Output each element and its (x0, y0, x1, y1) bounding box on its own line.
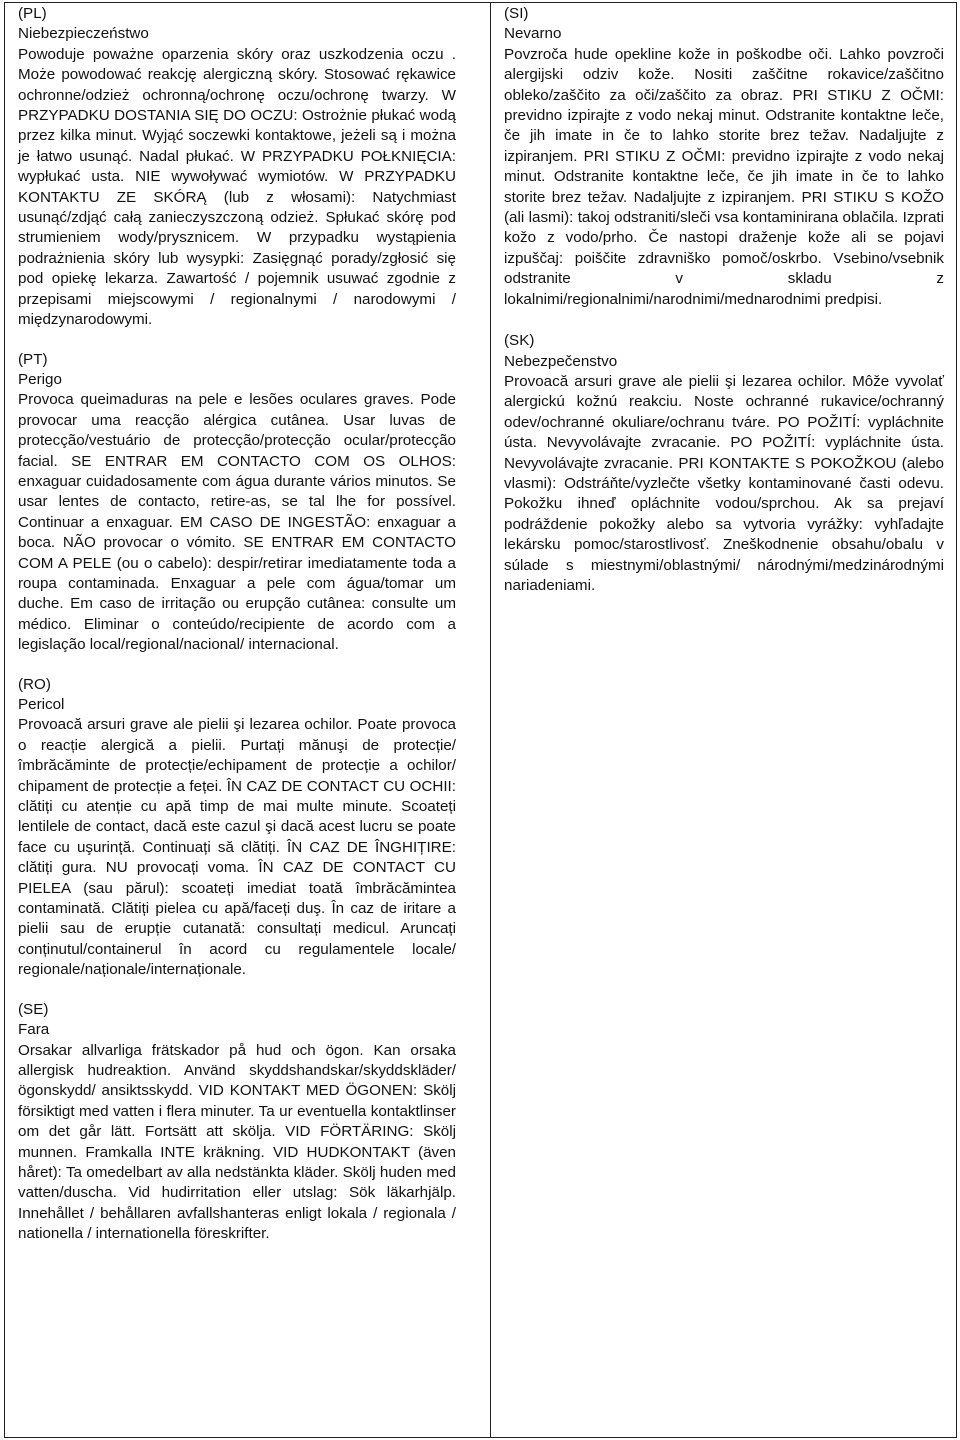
signal-word: Perigo (18, 370, 62, 388)
section-pl (18, 4, 456, 331)
hazard-text: Provoacă arsuri grave ale pielii şi lezarea ochilor. Môže vyvolať alergickú kožnú reakciu. Noste ochranné rukavice/ochranný odev/ochranné okuliare/ochranu tváre. PO POŽITÍ: vypláchnite ústa. Nevyvolávajte zvracanie. PO POŽITÍ: vypláchnite ústa. Nevyvolávajte zvracanie. PRI KONTAKTE S POKOŽKOU (alebo vlasmi): Odstráňte/vyzlečte všetky kontaminované časti odevu. Pokožku ihneď opláchnite vodou/sprchou. Ak sa prejaví podráždenie pokožky alebo sa vytvoria vyrážky: vyhľadajte lekársku pomoc/starostlivosť. Zneškodnenie obsahu/obalu v súlade s miestnymi/oblastnými/ národnými/medzinárodnými nariadeniami. (504, 372, 944, 594)
section-se (18, 1000, 456, 1245)
right-column (504, 4, 944, 596)
language-code: (SE) (18, 1000, 49, 1018)
hazard-text: Provoca queimaduras na pele e lesões oculares graves. Pode provocar uma reacção alérgica cutânea. Usar luvas de protecção/vestuário de protecção/protecção ocular/protecção facial. SE ENTRAR EM CONTACTO COM OS OLHOS: enxaguar cuidadosamente com água durante vários minutos. Se usar lentes de contacto, retire-as, se tal lhe for possível. Continuar a enxaguar. EM CASO DE INGESTÃO: enxaguar a boca. NÃO provocar o vómito. SE ENTRAR EM CONTACTO COM A PELE (ou o cabelo): despir/retirar imediatamente toda a roupa contaminada. Enxaguar a pele com água/tomar um duche. Em caso de irritação ou erupção cutânea: consulte um médico. Eliminar o conteúdo/recipiente de acordo com a legislação local/regional/nacional/ internacional. (18, 391, 456, 654)
language-code: (SI) (504, 5, 529, 22)
hazard-text: Provoacă arsuri grave ale pielii şi lezarea ochilor. Poate provoca o reacție alergică a pielii. Purtați mănuşi de protecție/îmbrăcăminte de protecție/echipament de protecție a ochilor/ chipament de protecție a feței. ÎN CAZ DE CONTACT CU OCHII: clătiți cu atenție cu apă timp de mai multe minute. Scoateți lentilele de contact, dacă este cazul şi dacă acest lucru se poate face cu uşurință. Continuați să clătiți. ÎN CAZ DE ÎNGHIȚIRE: clătiți gura. NU provocați voma. ÎN CAZ DE CONTACT CU PIELEA (sau părul): scoateți imediat toată îmbrăcămintea contaminată. Clătiți pielea cu apă/faceți duş. În caz de iritare a pielii sau de erupție cutanată: consultați medicul. Aruncați conținutul/containerul în acord cu regulamentele locale/ regionale/naționale/internaționale. (18, 716, 456, 979)
hazard-text: Orsakar allvarliga frätskador på hud och ögon. Kan orsaka allergisk hudreaktion. Använd skyddshandskar/skyddskläder/ögonskydd/ ansiktsskydd. VID KONTAKT MED ÖGONEN: Skölj försiktigt med vatten i flera minuter. Ta ur eventuella kontaktlinser om det går lätt. Fortsätt att skölja. VID FÖRTÄRING: Skölj munnen. Framkalla INTE kräkning. VID HUDKONTAKT (även håret): Ta omedelbart av alla nedstänkta kläder. Skölj huden med vatten/duscha. Vid hudirritation eller utslag: Sök läkarhjälp. Innehållet / behållaren avfallshanteras enligt lokala / regionala / nationella / internationella föreskrifter. (18, 1041, 456, 1243)
signal-word: Nebezpečenstvo (504, 352, 618, 370)
hazard-text: Powoduje poważne oparzenia skóry oraz uszkodzenia oczu . Może powodować reakcję alergiczną skóry. Stosować rękawice ochronne/odzież ochronną/ochronę oczu/ochronę twarzy. W PRZYPADKU DOSTANIA SIĘ DO OCZU: Ostrożnie płukać wodą przez kilka minut. Wyjąć soczewki kontaktowe, jeżeli są i można je łatwo usunąć. Nadal płukać. W PRZYPADKU POŁKNIĘCIA: wypłukać usta. NIE wywoływać wymiotów. W PRZYPADKU KONTAKTU ZE SKÓRĄ (lub z włosami): Natychmiast usunąć/zdjąć całą zanieczyszczoną odzież. Spłukać skórę pod strumieniem wody/prysznicem. W przypadku wystąpienia podrażnienia skóry lub wysypki: Zasięgnąć porady/zgłosić się pod opiekę lekarza. Zawartość / pojemnik usuwać zgodnie z przepisami miejscowymi / regionalnymi / narodowymi / międzynarodowymi. (18, 45, 456, 329)
left-column (18, 4, 456, 1245)
section-si (504, 4, 944, 310)
signal-word: Nevarno (504, 25, 562, 43)
section-sk (504, 331, 944, 596)
section-ro (18, 675, 456, 981)
language-code: (PT) (18, 350, 48, 368)
hazard-text: Povzroča hude opekline kože in poškodbe oči. Lahko povzroči alergijski odziv kože. Nositi zaščitne rokavice/zaščitno obleko/zaščito za oči/zaščito za obraz. PRI STIKU Z OČMI: previdno izpirajte z vodo nekaj minut. Odstranite kontaktne leče, če jih imate in če to lahko storite brez težav. Nadaljujte z izpiranjem. PRI STIKU Z OČMI: previdno izpirajte z vodo nekaj minut. Odstranite kontaktne leče, če jih imate in če to lahko storite brez težav. Nadaljujte z izpiranjem. PRI STIKU S KOŽO (ali lasmi): takoj odstraniti/sleči vsa kontaminirana oblačila. Izprati kožo z vodo/prho. Če nastopi draženje kože ali se pojavi izpuščaj: poiščite zdravniško pomoč/oskrbo. Vsebino/vsebnik odstranite v skladu z lokalnimi/regionalnimi/narodnimi/mednarodnimi predpisi. (504, 45, 944, 308)
language-code: (PL) (18, 5, 47, 22)
language-code: (RO) (18, 675, 51, 693)
signal-word: Fara (18, 1021, 50, 1039)
language-code: (SK) (504, 332, 535, 350)
column-divider (490, 2, 491, 1438)
section-pt (18, 350, 456, 656)
signal-word: Pericol (18, 696, 65, 713)
signal-word: Niebezpieczeństwo (18, 25, 149, 43)
